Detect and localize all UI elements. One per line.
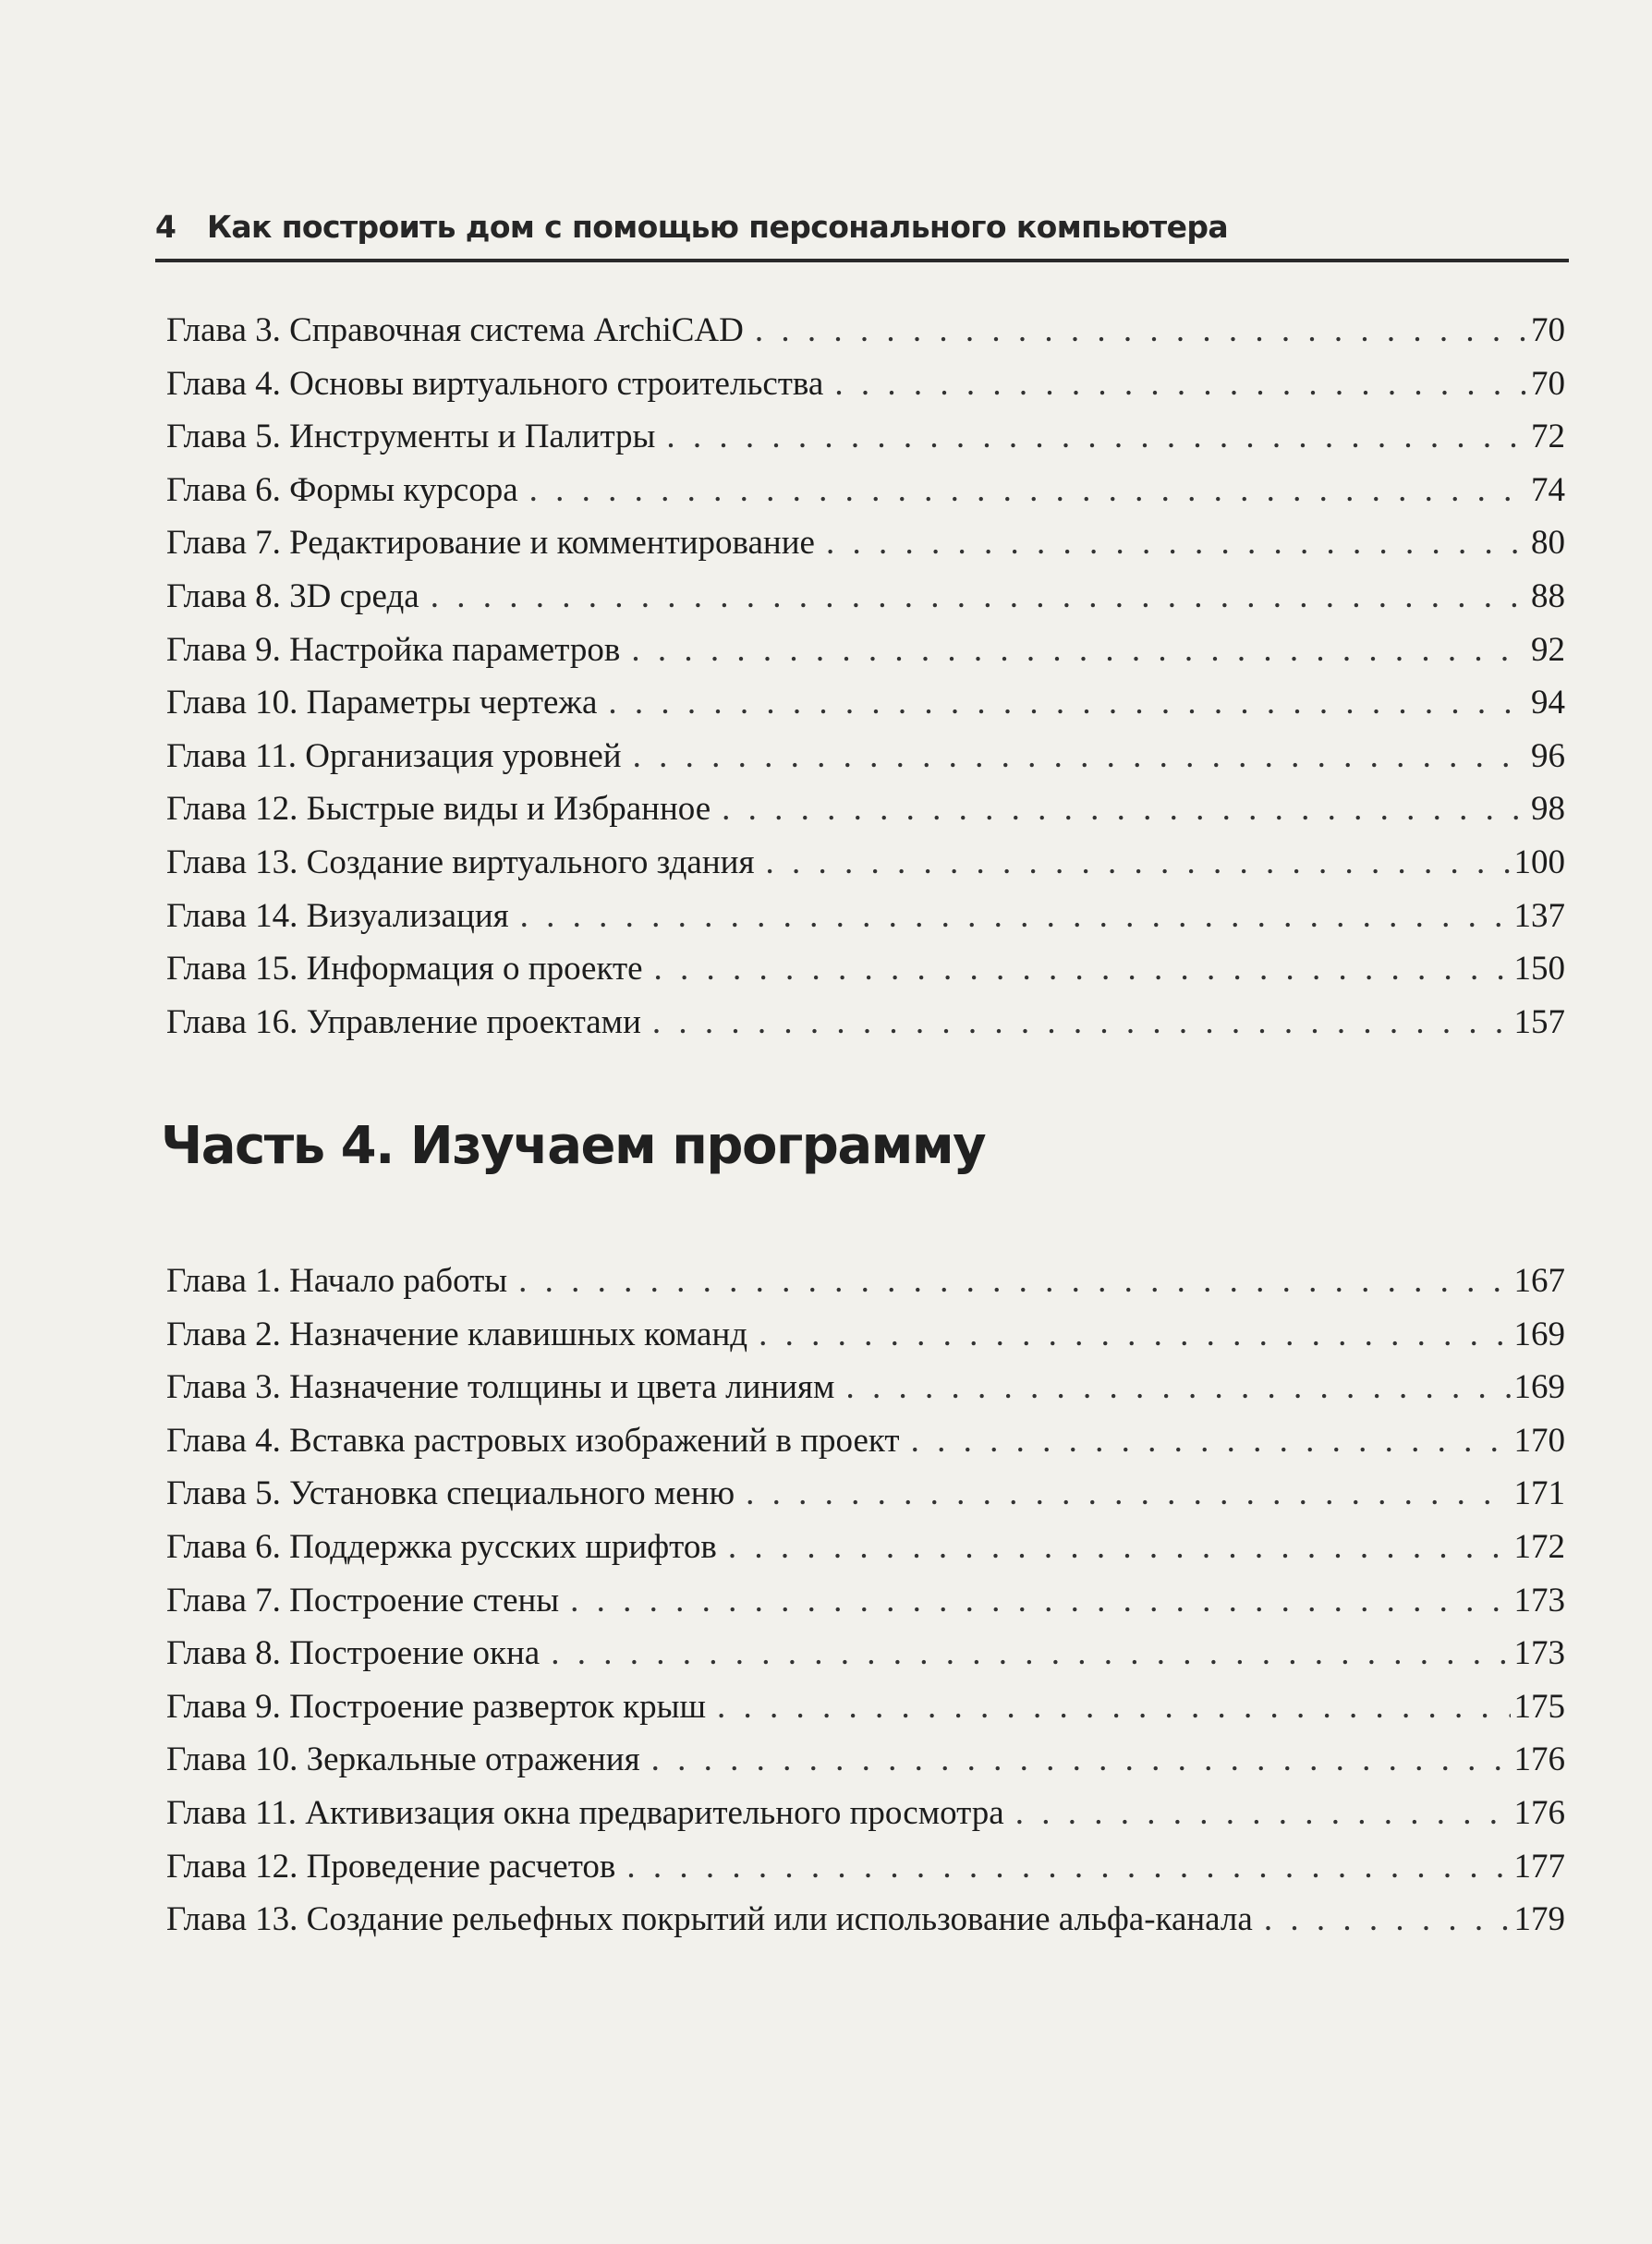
toc-entry[interactable] — [166, 1467, 1565, 1521]
toc-entry[interactable] — [166, 1574, 1565, 1628]
toc-entry[interactable] — [166, 1893, 1565, 1947]
toc-entry[interactable] — [166, 1414, 1565, 1468]
toc-entry[interactable] — [166, 1521, 1565, 1574]
toc-entry-title: Глава 16. Управление проектами — [166, 1002, 641, 1041]
page-number: 4 — [155, 209, 176, 245]
toc-entry-title: Глава 13. Создание рельефных покрытий или использование альфа-канала — [166, 1900, 1253, 1939]
toc-entry-title: Глава 2. Назначение клавишных команд — [166, 1315, 748, 1353]
toc-entry[interactable] — [166, 942, 1565, 996]
toc-entry-page: 137 — [1513, 896, 1565, 935]
toc-entry-page: 157 — [1513, 1002, 1565, 1041]
dot-leader — [626, 1840, 1510, 1894]
toc-entry[interactable] — [166, 1255, 1565, 1308]
toc-entry-page: 171 — [1513, 1474, 1565, 1513]
toc-entry-page: 173 — [1513, 1581, 1565, 1619]
toc-entry-page: 169 — [1513, 1368, 1565, 1407]
dot-leader — [717, 1680, 1511, 1734]
toc-entry-title: Глава 5. Инструменты и Палитры — [166, 418, 656, 456]
toc-entry-title: Глава 7. Редактирование и комментирование — [166, 524, 815, 563]
dot-leader — [834, 358, 1527, 411]
toc-entry-page: 150 — [1513, 950, 1565, 989]
toc-entry-page: 70 — [1531, 311, 1565, 349]
toc-entry[interactable] — [166, 1733, 1565, 1787]
toc-entry[interactable] — [166, 358, 1565, 411]
dot-leader — [826, 516, 1527, 570]
toc-entry-page: 176 — [1513, 1741, 1565, 1779]
toc-entry-page: 92 — [1531, 630, 1565, 669]
dot-leader — [746, 1467, 1510, 1521]
toc-entry-page: 80 — [1531, 524, 1565, 563]
toc-entry-page: 74 — [1531, 470, 1565, 509]
toc-entry-page: 98 — [1531, 790, 1565, 829]
toc-entry-title: Глава 8. Построение окна — [166, 1634, 541, 1673]
toc-entry-title: Глава 10. Зеркальные отражения — [166, 1741, 640, 1779]
toc-entry[interactable] — [166, 676, 1565, 730]
toc-entry[interactable] — [166, 1680, 1565, 1734]
toc-entry-page: 70 — [1531, 364, 1565, 403]
toc-entry-title: Глава 14. Визуализация — [166, 896, 509, 935]
toc-entry-title: Глава 12. Проведение расчетов — [166, 1847, 616, 1886]
toc-list-part4 — [166, 1255, 1565, 1947]
toc-entry[interactable] — [166, 730, 1565, 783]
dot-leader — [666, 410, 1527, 464]
dot-leader — [520, 890, 1511, 943]
toc-entry-title: Глава 11. Активизация окна предварительного просмотра — [166, 1793, 1004, 1832]
dot-leader — [652, 996, 1511, 1049]
toc-entry-page: 170 — [1513, 1421, 1565, 1460]
toc-entry[interactable] — [166, 410, 1565, 464]
toc-entry-page: 179 — [1513, 1900, 1565, 1939]
dot-leader — [759, 1308, 1510, 1362]
toc-entry-title: Глава 15. Информация о проекте — [166, 950, 643, 989]
toc-entry-page: 177 — [1513, 1847, 1565, 1886]
toc-entry-page: 173 — [1513, 1634, 1565, 1673]
page-header — [155, 205, 1569, 262]
toc-entry[interactable] — [166, 624, 1565, 677]
dot-leader — [633, 730, 1527, 783]
dot-leader — [845, 1361, 1510, 1414]
dot-leader — [722, 782, 1527, 836]
dot-leader — [765, 836, 1510, 890]
toc-entry-title: Глава 9. Построение разверток крыш — [166, 1687, 706, 1726]
dot-leader — [631, 624, 1527, 677]
dot-leader — [551, 1627, 1510, 1680]
toc-entry[interactable] — [166, 836, 1565, 890]
toc-entry-page: 88 — [1531, 576, 1565, 615]
toc-entry-page: 175 — [1513, 1687, 1565, 1726]
toc-entry[interactable] — [166, 304, 1565, 358]
toc-entry[interactable] — [166, 1787, 1565, 1840]
toc-entry[interactable] — [166, 1308, 1565, 1362]
toc-entry-title: Глава 3. Назначение толщины и цвета линиям — [166, 1368, 835, 1407]
toc-entry-title: Глава 4. Основы виртуального строительства — [166, 364, 824, 403]
toc-entry-page: 100 — [1513, 843, 1565, 881]
dot-leader — [651, 1733, 1511, 1787]
toc-entry[interactable] — [166, 1361, 1565, 1414]
toc-entry-title: Глава 4. Вставка растровых изображений в проект — [166, 1421, 900, 1460]
dot-leader — [654, 942, 1511, 996]
toc-entry-page: 94 — [1531, 684, 1565, 722]
toc-entry-page: 72 — [1531, 418, 1565, 456]
toc-entry[interactable] — [166, 996, 1565, 1049]
dot-leader — [608, 676, 1527, 730]
dot-leader — [570, 1574, 1510, 1628]
toc-entry-page: 167 — [1513, 1262, 1565, 1300]
toc-entry[interactable] — [166, 890, 1565, 943]
toc-entry-title: Глава 13. Создание виртуального здания — [166, 843, 755, 881]
toc-list-part3 — [166, 304, 1565, 1049]
toc-entry-title: Глава 6. Формы курсора — [166, 470, 518, 509]
toc-entry-title: Глава 10. Параметры чертежа — [166, 684, 598, 722]
dot-leader — [1264, 1893, 1511, 1947]
toc-entry-title: Глава 9. Настройка параметров — [166, 630, 621, 669]
running-title: Как построить дом с помощью персонального компьютера — [207, 209, 1229, 245]
toc-entry-title: Глава 12. Быстрые виды и Избранное — [166, 790, 711, 829]
toc-entry[interactable] — [166, 1627, 1565, 1680]
toc-entry-page: 172 — [1513, 1527, 1565, 1566]
dot-leader — [755, 304, 1527, 358]
toc-entry-page: 169 — [1513, 1315, 1565, 1353]
toc-entry-title: Глава 7. Построение стены — [166, 1581, 560, 1619]
toc-entry[interactable] — [166, 1840, 1565, 1894]
dot-leader — [1015, 1787, 1511, 1840]
part-heading: Часть 4. Изучаем программу — [161, 1116, 986, 1176]
toc-entry-page: 176 — [1513, 1793, 1565, 1832]
dot-leader — [728, 1521, 1511, 1574]
toc-entry[interactable] — [166, 516, 1565, 570]
toc-entry[interactable] — [166, 782, 1565, 836]
toc-entry-title: Глава 6. Поддержка русских шрифтов — [166, 1527, 717, 1566]
toc-entry[interactable] — [166, 570, 1565, 624]
dot-leader — [529, 464, 1527, 517]
toc-entry-title: Глава 5. Установка специального меню — [166, 1474, 735, 1513]
toc-entry-title: Глава 8. 3D среда — [166, 576, 419, 615]
dot-leader — [431, 570, 1527, 624]
toc-entry-page: 96 — [1531, 736, 1565, 775]
dot-leader — [518, 1255, 1510, 1308]
toc-entry-title: Глава 3. Справочная система ArchiCAD — [166, 311, 744, 349]
dot-leader — [911, 1414, 1511, 1468]
toc-entry[interactable] — [166, 464, 1565, 517]
toc-entry-title: Глава 1. Начало работы — [166, 1262, 508, 1300]
toc-entry-title: Глава 11. Организация уровней — [166, 736, 622, 775]
